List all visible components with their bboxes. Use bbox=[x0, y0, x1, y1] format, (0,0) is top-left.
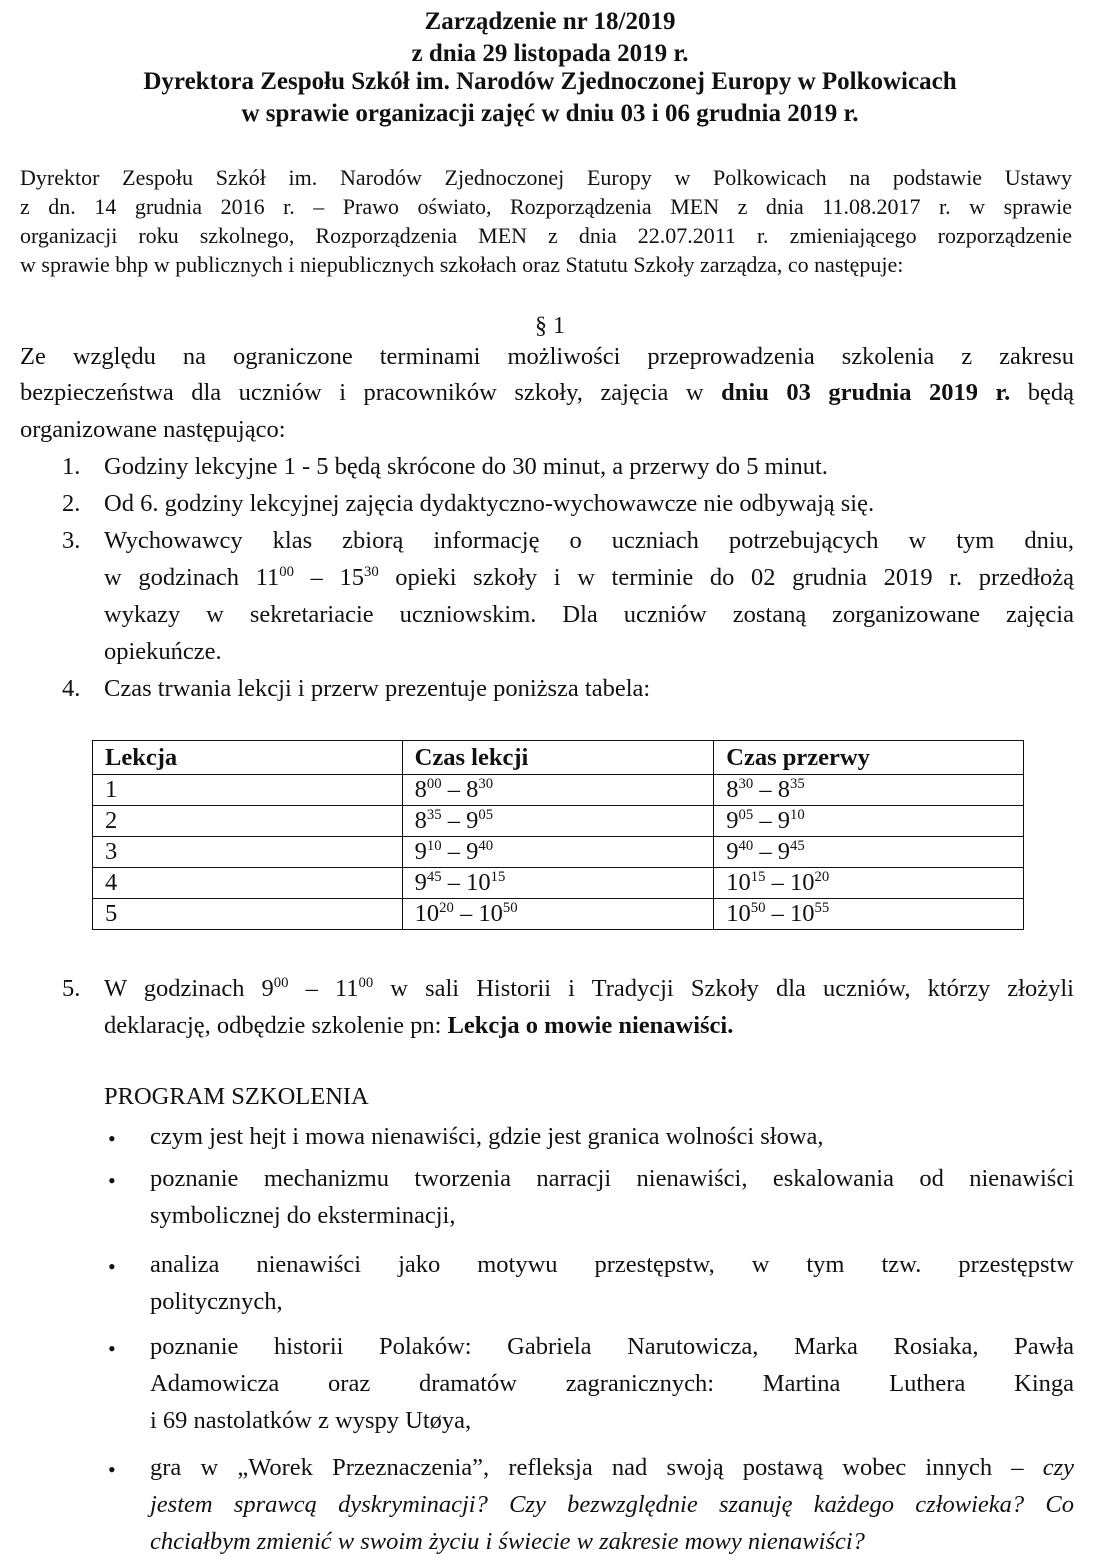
cell-lesson-time bbox=[402, 806, 714, 837]
table-row bbox=[93, 806, 1024, 837]
time-hour: 10 bbox=[466, 869, 491, 896]
time-minute: 10 bbox=[789, 806, 805, 823]
time-hour: 9 bbox=[466, 838, 479, 865]
time-hour: 10 bbox=[789, 900, 815, 927]
program-item: politycznych, bbox=[150, 1288, 283, 1315]
time-dash: – bbox=[441, 807, 467, 834]
cell-lesson: 3 bbox=[93, 837, 403, 868]
item-number: 5. bbox=[62, 975, 81, 1002]
time-dash: – bbox=[441, 869, 467, 896]
time-superscript: 00 bbox=[273, 974, 289, 991]
program-item: symbolicznej do eksterminacji, bbox=[150, 1202, 456, 1229]
list-item: wykazy w sekretariacie uczniowskim. Dla uczniów zostaną zorganizowane zajęcia bbox=[104, 601, 1074, 628]
cell-break-time bbox=[714, 899, 1024, 930]
cell-break-time bbox=[714, 868, 1024, 899]
time-dash: – bbox=[765, 869, 790, 896]
time-dash: – bbox=[441, 838, 467, 865]
time-minute: 35 bbox=[789, 775, 805, 792]
time-minute: 40 bbox=[738, 837, 754, 854]
list-item: opiekuńcze. bbox=[104, 638, 222, 665]
list-item bbox=[104, 1007, 1074, 1044]
time-hour: 9 bbox=[726, 807, 739, 834]
header-lesson-time: Czas lekcji bbox=[402, 741, 714, 775]
time-hour: 8 bbox=[777, 776, 790, 803]
program-title: PROGRAM SZKOLENIA bbox=[104, 1083, 369, 1110]
list-item-text: W godzinach 9 bbox=[104, 975, 274, 1002]
time-hour: 10 bbox=[726, 869, 751, 896]
intro-line: w sprawie bhp w publicznych i niepublicznych szkołach oraz Statutu Szkoły zarządza, co następuje: bbox=[20, 252, 904, 277]
time-hour: 10 bbox=[726, 900, 751, 927]
time-dash: – bbox=[753, 838, 778, 865]
time-minute: 20 bbox=[439, 899, 454, 916]
cell-lesson-time bbox=[402, 899, 714, 930]
paragraph-line: Ze względu na ograniczone terminami możliwości przeprowadzenia szkolenia z zakresu bbox=[20, 343, 1074, 370]
time-hour: 9 bbox=[466, 807, 479, 834]
time-minute: 15 bbox=[750, 868, 766, 885]
time-minute: 05 bbox=[478, 806, 494, 823]
time-minute: 45 bbox=[789, 837, 805, 854]
item-number: 4. bbox=[62, 675, 81, 702]
time-minute: 20 bbox=[814, 868, 830, 885]
time-dash: – bbox=[441, 776, 467, 803]
header-lesson: Lekcja bbox=[93, 741, 403, 775]
header-break-time: Czas przerwy bbox=[714, 741, 1024, 775]
program-item: czym jest hejt i mowa nienawiści, gdzie jest granica wolności słowa, bbox=[150, 1123, 824, 1150]
program-item bbox=[150, 1449, 1074, 1486]
document-issuer: Dyrektora Zespołu Szkół im. Narodów Zjednoczonej Europy w Polkowicach bbox=[143, 68, 957, 95]
bullet-icon: • bbox=[108, 1168, 116, 1193]
bullet-icon: • bbox=[108, 1457, 116, 1482]
program-item: poznanie historii Polaków: Gabriela Narutowicza, Marka Rosiaka, Pawła bbox=[150, 1333, 1074, 1360]
table-row bbox=[93, 837, 1024, 868]
cell-lesson-time bbox=[402, 868, 714, 899]
time-hour: 9 bbox=[414, 869, 427, 896]
time-dash: – bbox=[753, 776, 778, 803]
cell-lesson: 2 bbox=[93, 806, 403, 837]
program-item: i 69 nastolatków z wyspy Utøya, bbox=[150, 1407, 472, 1434]
time-superscript: 00 bbox=[358, 974, 374, 991]
list-item-text: – 15 bbox=[293, 564, 364, 591]
time-minute: 40 bbox=[478, 837, 494, 854]
list-item bbox=[104, 559, 1074, 596]
list-item: Godziny lekcyjne 1 - 5 będą skrócone do 30 minut, a przerwy do 5 minut. bbox=[104, 453, 828, 480]
list-item-text: deklarację, odbędzie szkolenie pn: bbox=[104, 1012, 442, 1039]
bullet-icon: • bbox=[108, 1126, 116, 1151]
program-item bbox=[150, 1523, 1074, 1560]
cell-lesson: 1 bbox=[93, 775, 403, 806]
time-hour: 8 bbox=[414, 776, 427, 803]
program-item-italic: chciałbym zmienić w swoim życiu i świecie w zakresie mowy nienawiści? bbox=[150, 1528, 865, 1555]
paragraph-text: bezpieczeństwa dla uczniów i pracowników szkoły, zajęcia w bbox=[20, 379, 704, 406]
time-minute: 15 bbox=[490, 868, 506, 885]
cell-break-time bbox=[714, 837, 1024, 868]
time-hour: 10 bbox=[478, 900, 503, 927]
bullet-icon: • bbox=[108, 1336, 116, 1361]
list-item bbox=[104, 970, 1074, 1007]
cell-break-time bbox=[714, 806, 1024, 837]
paragraph-line: organizowane następująco: bbox=[20, 416, 286, 443]
cell-lesson-time bbox=[402, 837, 714, 868]
program-item-italic: czy bbox=[1042, 1454, 1074, 1481]
list-item: Czas trwania lekcji i przerw prezentuje poniższa tabela: bbox=[104, 675, 651, 702]
list-item: Wychowawcy klas zbiorą informację o uczniach potrzebujących w tym dniu, bbox=[104, 527, 1074, 554]
time-minute: 50 bbox=[750, 899, 766, 916]
intro-line: organizacji roku szkolnego, Rozporządzenia MEN z dnia 22.07.2011 r. zmieniającego rozporządzenie bbox=[20, 223, 1072, 248]
table-row bbox=[93, 868, 1024, 899]
time-superscript: 00 bbox=[279, 563, 294, 580]
time-minute: 05 bbox=[738, 806, 754, 823]
schedule-table bbox=[92, 740, 1024, 930]
list-item-text: w godzinach 11 bbox=[104, 564, 280, 591]
program-item: analiza nienawiści jako motywu przestępstw, w tym tzw. przestępstw bbox=[150, 1251, 1074, 1278]
program-item-italic: jestem sprawcą dyskryminacji? Czy bezwzględnie szanuję każdego człowieka? Co bbox=[150, 1491, 1074, 1518]
intro-line: z dn. 14 grudnia 2016 r. – Prawo oświato, Rozporządzenia MEN z dnia 11.08.2017 r. w sprawie bbox=[20, 194, 1072, 219]
bullet-icon: • bbox=[108, 1254, 116, 1279]
time-minute: 35 bbox=[426, 806, 442, 823]
time-dash: – bbox=[765, 900, 790, 927]
time-hour: 8 bbox=[414, 807, 427, 834]
time-minute: 45 bbox=[426, 868, 442, 885]
list-item-text: w sali Historii i Tradycji Szkoły dla uczniów, którzy złożyli bbox=[373, 975, 1074, 1002]
table-row bbox=[93, 775, 1024, 806]
time-hour: 8 bbox=[466, 776, 479, 803]
cell-lesson: 4 bbox=[93, 868, 403, 899]
list-item-text: – 11 bbox=[288, 975, 359, 1002]
program-item: poznanie mechanizmu tworzenia narracji nienawiści, eskalowania od nienawiści bbox=[150, 1165, 1074, 1192]
program-item bbox=[150, 1486, 1074, 1523]
list-item-text: opieki szkoły i w terminie do 02 grudnia 2019 r. przedłożą bbox=[378, 564, 1075, 591]
time-hour: 8 bbox=[726, 776, 739, 803]
training-title: Lekcja o mowie nienawiści. bbox=[447, 1012, 734, 1039]
item-number: 1. bbox=[62, 453, 81, 480]
intro-line: Dyrektor Zespołu Szkół im. Narodów Zjednoczonej Europy w Polkowicach na podstawie Ustawy bbox=[20, 165, 1072, 190]
document-subject: w sprawie organizacji zajęć w dniu 03 i 06 grudnia 2019 r. bbox=[241, 100, 859, 127]
table-row bbox=[93, 899, 1024, 930]
time-minute: 10 bbox=[426, 837, 442, 854]
paragraph-line bbox=[20, 374, 1074, 411]
time-superscript: 30 bbox=[363, 563, 379, 580]
program-item-text: gra w „Worek Przeznaczenia”, refleksja nad swoją postawą wobec innych – bbox=[150, 1454, 1024, 1481]
time-hour: 10 bbox=[789, 869, 815, 896]
paragraph-text: będą bbox=[1027, 379, 1075, 406]
time-dash: – bbox=[453, 900, 479, 927]
section-mark: § 1 bbox=[535, 313, 565, 339]
time-minute: 30 bbox=[738, 775, 754, 792]
paragraph-emphasis: dniu 03 grudnia 2019 r. bbox=[721, 379, 1011, 406]
time-minute: 00 bbox=[426, 775, 442, 792]
item-number: 3. bbox=[62, 527, 81, 554]
time-hour: 9 bbox=[726, 838, 739, 865]
document-date: z dnia 29 listopada 2019 r. bbox=[411, 40, 689, 67]
time-dash: – bbox=[753, 807, 778, 834]
time-hour: 9 bbox=[777, 838, 790, 865]
time-hour: 10 bbox=[414, 900, 440, 927]
item-number: 2. bbox=[62, 490, 81, 517]
cell-break-time bbox=[714, 775, 1024, 806]
time-minute: 55 bbox=[814, 899, 830, 916]
time-hour: 9 bbox=[777, 807, 790, 834]
list-item: Od 6. godziny lekcyjnej zajęcia dydaktyczno-wychowawcze nie odbywają się. bbox=[104, 490, 875, 517]
cell-lesson-time bbox=[402, 775, 714, 806]
cell-lesson: 5 bbox=[93, 899, 403, 930]
time-minute: 30 bbox=[478, 775, 494, 792]
document-title: Zarządzenie nr 18/2019 bbox=[424, 8, 676, 35]
time-hour: 9 bbox=[414, 838, 427, 865]
table-header-row bbox=[93, 741, 1024, 775]
program-item: Adamowicza oraz dramatów zagranicznych: Martina Luthera Kinga bbox=[150, 1370, 1074, 1397]
time-minute: 50 bbox=[502, 899, 518, 916]
